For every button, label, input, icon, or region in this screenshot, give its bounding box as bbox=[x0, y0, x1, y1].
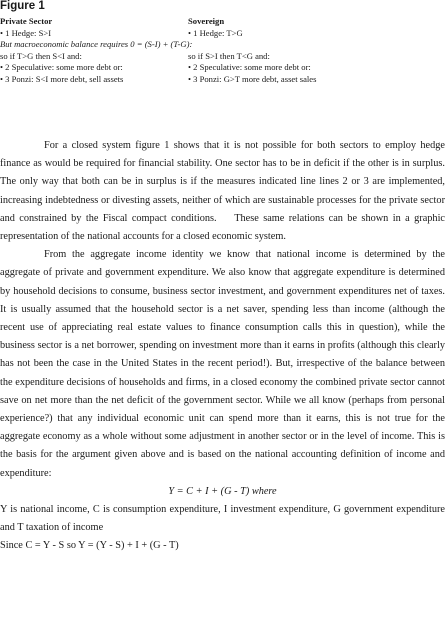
paragraph: For a closed system figure 1 shows that it is not possible for both sectors to employ hedge finance as would be required for financial stability. One sector has to be in deficit if the other is in surplus. The only way that both can be in surplus is if the measures indicated line lines 2 or 3 are implemented, increasing indebtedness or divesting assets, neither of which are sustainable processes for the private sector and constrained by the Fiscal compact conditions. These same relations can be shown in a graphic representation of the national accounts for a closed economic system. bbox=[0, 140, 445, 243]
body-text bbox=[0, 137, 445, 556]
figure-title: Figure 1 bbox=[0, 0, 45, 12]
table-row bbox=[0, 28, 445, 40]
table-cell: • 2 Speculative: some more debt or: bbox=[188, 62, 311, 73]
paragraph: Since C = Y - S so Y = (Y - S) + I + (G - T) bbox=[0, 540, 179, 552]
paragraph: Y is national income, C is consumption expenditure, I investment expenditure, G government expenditure and T taxation of income bbox=[0, 504, 445, 534]
paragraph: From the aggregate income identity we know that national income is determined by the aggregate of private and government expenditure. We also know that aggregate expenditure is determined by household decisions to consume, business sector investment, and government expenditures net of taxes. It is usually assumed that the household sector is a net saver, spending less than income (although the recent use of appreciating real estate values to finance consumption calls this in question), while the business sector is a net borrower, spending on investment more than it earns in profits (although this clearly has not been the case in the United States in the recent period!). But, irrespective of the balance between the expenditure decisions of households and firms, in a closed economy the combined private sector cannot save on net more than the net deficit of the government sector. While we all know (perhaps from personal experience?) that any individual economic unit can spend more than it earns, this is not true for the aggregate economy as a whole without some adjustment in another sector or in the level of income. This is the basis for the argument given above and is based on the national accounting definition of income and expenditure: bbox=[0, 249, 445, 479]
table-cell: so if S>I then T<G and: bbox=[188, 50, 270, 61]
table-cell: • 3 Ponzi: G>T more debt, asset sales bbox=[188, 73, 317, 84]
table-row bbox=[0, 51, 445, 63]
table-row bbox=[0, 39, 445, 51]
macro-balance-note: But macroeconomic balance requires 0 = (S-I) + (T-G): bbox=[0, 39, 193, 50]
sovereign-header: Sovereign bbox=[188, 16, 225, 26]
table-cell: • 1 Hedge: T>G bbox=[188, 27, 243, 38]
table-cell: • 1 Hedge: S>I bbox=[0, 27, 52, 38]
equation: Y = C + I + (G - T) where bbox=[168, 485, 277, 497]
table-cell: • 3 Ponzi: S<I more debt, sell assets bbox=[0, 73, 124, 84]
table-cell: • 2 Speculative: some more debt or: bbox=[0, 62, 123, 73]
table-row bbox=[0, 74, 445, 86]
figure-table bbox=[0, 16, 445, 86]
table-cell: so if T>G then S<I and: bbox=[0, 50, 82, 61]
table-row bbox=[0, 62, 445, 74]
table-header-row bbox=[0, 16, 445, 28]
private-sector-header: Private Sector bbox=[0, 16, 53, 26]
